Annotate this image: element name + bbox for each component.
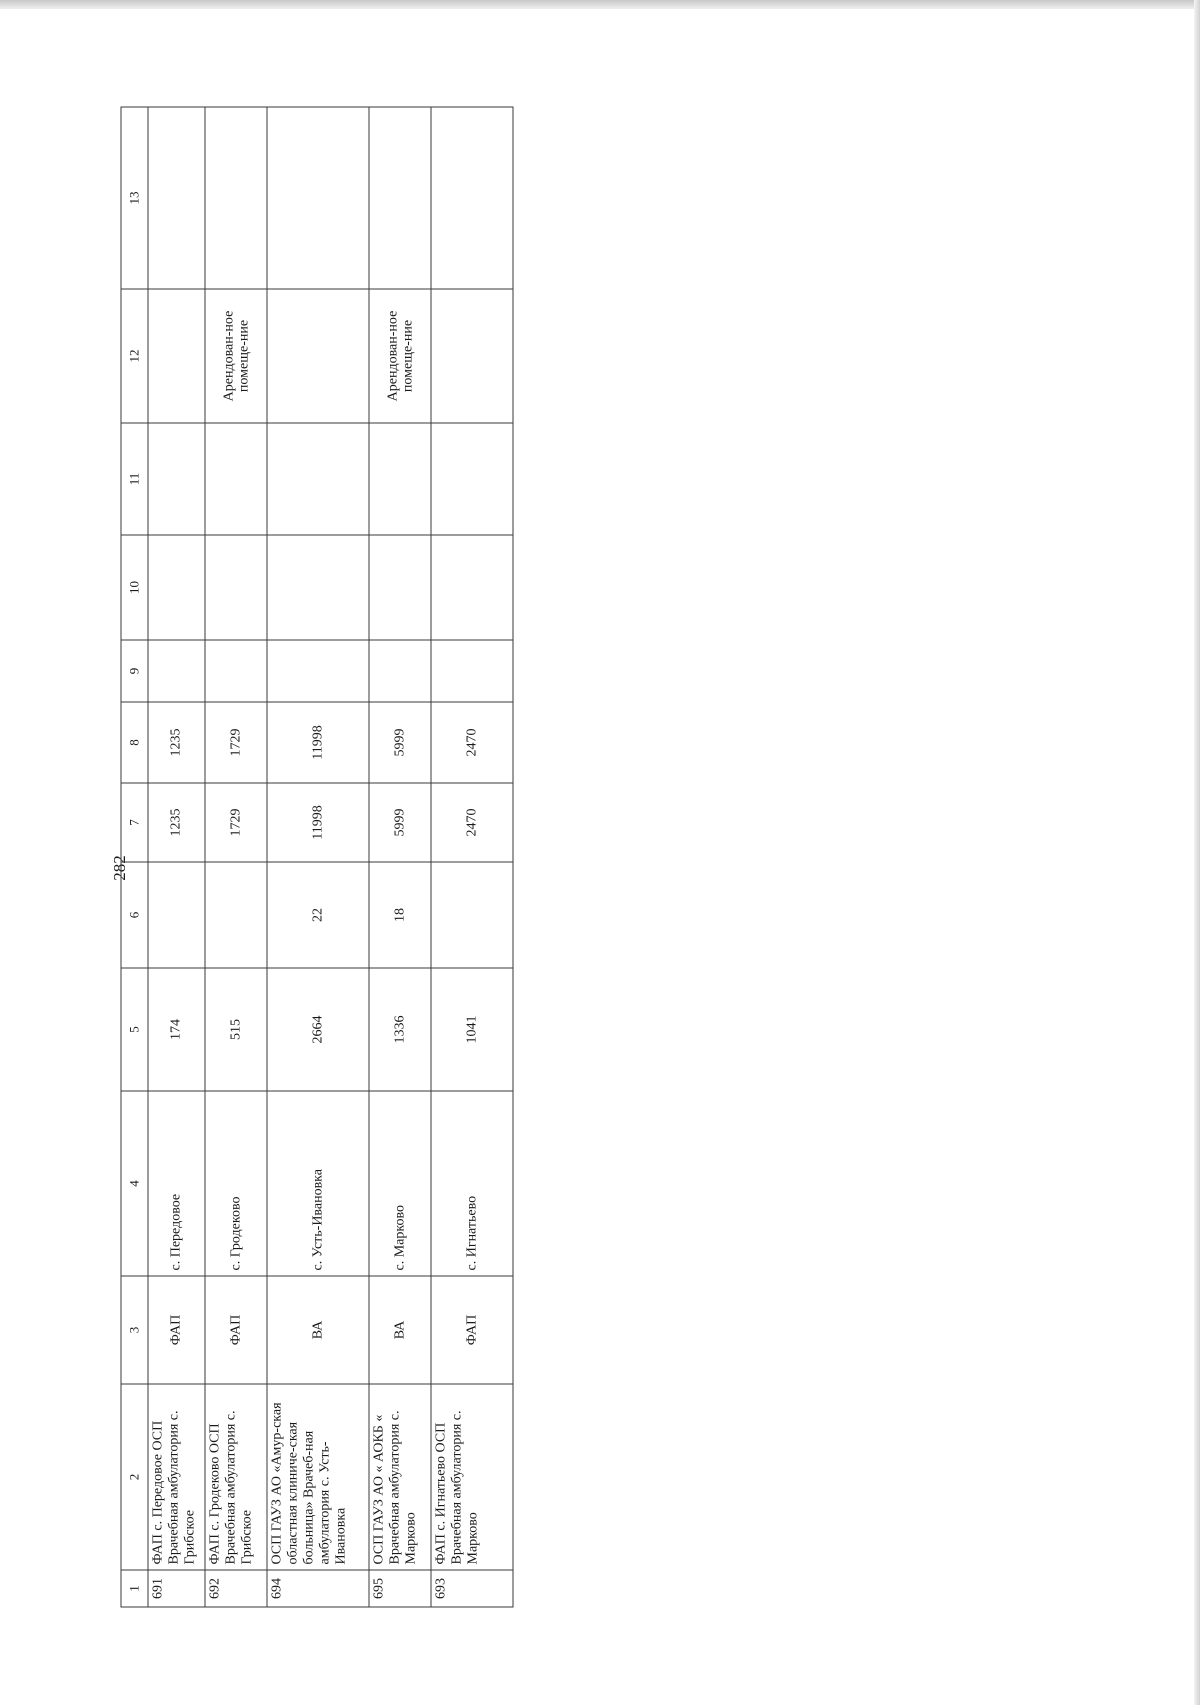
col13-value (369, 107, 431, 289)
column-header-13: 13 (121, 107, 148, 289)
col7-value: 1235 (148, 783, 205, 862)
facility-type: ФАП (205, 1276, 267, 1384)
column-header-4: 4 (121, 1091, 148, 1276)
col10-value (431, 535, 513, 640)
col7-value: 2470 (431, 783, 513, 862)
col7-value: 5999 (369, 783, 431, 862)
column-header-6: 6 (121, 862, 148, 968)
table-row (267, 107, 369, 1607)
settlement: с. Гродеково (205, 1091, 267, 1276)
col8-value: 1235 (148, 702, 205, 783)
column-header-9: 9 (121, 640, 148, 702)
table-row (369, 107, 431, 1607)
col11-value (148, 423, 205, 535)
column-header-10: 10 (121, 535, 148, 640)
facility-type: ФАП (148, 1276, 205, 1384)
facility-name: ОСП ГАУЗ АО «Амур-ская областная клиниче-ская больница» Врачеб-ная амбулатория с. Усть-Ивановка (267, 1384, 369, 1570)
facility-name: ОСП ГАУЗ АО « АОКБ « Врачебная амбулатория с. Марково (369, 1384, 431, 1570)
header-row (121, 107, 148, 1607)
col13-value (205, 107, 267, 289)
col5-value: 2664 (267, 968, 369, 1091)
facility-name: ФАП с. Передовое ОСП Врачебная амбулатория с. Грибское (148, 1384, 205, 1570)
column-header-11: 11 (121, 423, 148, 535)
premises-note (267, 289, 369, 423)
facility-type: ВА (267, 1276, 369, 1384)
premises-note: Арендован-ное помеще-ние (205, 289, 267, 423)
col11-value (431, 423, 513, 535)
col8-value: 1729 (205, 702, 267, 783)
row-number: 692 (205, 1570, 267, 1607)
row-number: 691 (148, 1570, 205, 1607)
col6-value (205, 862, 267, 968)
col13-value (431, 107, 513, 289)
settlement: с. Передовое (148, 1091, 205, 1276)
col6-value (148, 862, 205, 968)
col5-value: 1336 (369, 968, 431, 1091)
table-row (205, 107, 267, 1607)
col6-value: 18 (369, 862, 431, 968)
col6-value (431, 862, 513, 968)
col10-value (369, 535, 431, 640)
settlement: с. Марково (369, 1091, 431, 1276)
col5-value: 515 (205, 968, 267, 1091)
col5-value: 174 (148, 968, 205, 1091)
facility-name: ФАП с. Гродеково ОСП Врачебная амбулатория с. Грибское (205, 1384, 267, 1570)
col9-value (267, 640, 369, 702)
column-header-7: 7 (121, 783, 148, 862)
col9-value (431, 640, 513, 702)
rotated-table-container (121, 108, 508, 1608)
col11-value (267, 423, 369, 535)
facility-name: ФАП с. Игнатьево ОСП Врачебная амбулатория с. Марково (431, 1384, 513, 1570)
table-row (148, 107, 205, 1607)
premises-note (148, 289, 205, 423)
column-header-8: 8 (121, 702, 148, 783)
col8-value: 2470 (431, 702, 513, 783)
settlement: с. Игнатьево (431, 1091, 513, 1276)
facilities-table (121, 107, 514, 1608)
col9-value (369, 640, 431, 702)
col7-value: 11998 (267, 783, 369, 862)
table-row (431, 107, 513, 1607)
facility-type: ФАП (431, 1276, 513, 1384)
col10-value (205, 535, 267, 640)
column-header-5: 5 (121, 968, 148, 1091)
column-header-3: 3 (121, 1276, 148, 1384)
col10-value (267, 535, 369, 640)
row-number: 695 (369, 1570, 431, 1607)
col9-value (205, 640, 267, 702)
col5-value: 1041 (431, 968, 513, 1091)
premises-note (431, 289, 513, 423)
col9-value (148, 640, 205, 702)
premises-note: Арендован-ное помеще-ние (369, 289, 431, 423)
scan-edge-right (1194, 0, 1200, 1705)
column-header-1: 1 (121, 1570, 148, 1607)
col8-value: 11998 (267, 702, 369, 783)
column-header-2: 2 (121, 1384, 148, 1570)
col11-value (369, 423, 431, 535)
col13-value (267, 107, 369, 289)
page-number: 282 (110, 855, 129, 881)
scan-edge-top (0, 0, 1200, 9)
col7-value: 1729 (205, 783, 267, 862)
col10-value (148, 535, 205, 640)
settlement: с. Усть-Ивановка (267, 1091, 369, 1276)
row-number: 694 (267, 1570, 369, 1607)
col11-value (205, 423, 267, 535)
col8-value: 5999 (369, 702, 431, 783)
col13-value (148, 107, 205, 289)
facility-type: ВА (369, 1276, 431, 1384)
row-number: 693 (431, 1570, 513, 1607)
col6-value: 22 (267, 862, 369, 968)
column-header-12: 12 (121, 289, 148, 423)
